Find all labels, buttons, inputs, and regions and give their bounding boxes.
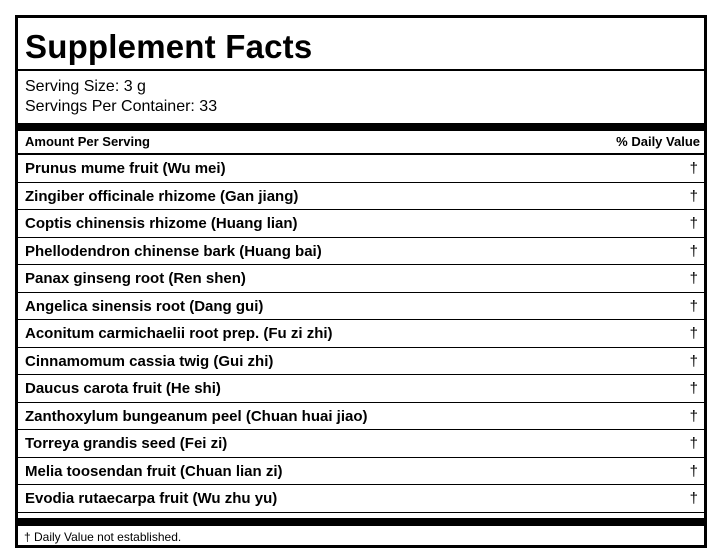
title-divider <box>18 69 704 71</box>
ingredient-row <box>18 348 704 376</box>
ingredient-list <box>18 155 704 513</box>
ingredient-name: Evodia rutaecarpa fruit (Wu zhu yu) <box>25 490 278 507</box>
ingredient-name: Zanthoxylum bungeanum peel (Chuan huai jiao) <box>25 407 368 425</box>
ingredient-name: Aconitum carmichaelii root prep. (Fu zi zhi) <box>25 325 333 342</box>
footnote: † Daily Value not established. <box>24 530 182 544</box>
ingredient-row <box>18 458 704 486</box>
bottom-thick-divider <box>18 518 704 526</box>
ingredient-row <box>18 155 704 183</box>
amount-per-serving-header: Amount Per Serving <box>25 134 150 149</box>
ingredient-name: Coptis chinensis rhizome (Huang lian) <box>25 215 298 232</box>
ingredient-row <box>18 238 704 266</box>
ingredient-name: Cinnamomum cassia twig (Gui zhi) <box>25 352 274 370</box>
daily-value-dagger: † <box>689 242 698 260</box>
daily-value-dagger: † <box>689 435 698 452</box>
panel-title: Supplement Facts <box>25 28 313 65</box>
ingredient-row <box>18 375 704 403</box>
supplement-facts-panel <box>15 15 707 548</box>
thick-divider <box>18 123 704 131</box>
serving-size: Serving Size: 3 g <box>25 78 146 95</box>
ingredient-name: Melia toosendan fruit (Chuan lian zi) <box>25 462 283 480</box>
daily-value-dagger: † <box>689 187 698 205</box>
ingredient-row <box>18 403 704 431</box>
ingredient-row <box>18 210 704 238</box>
ingredient-row <box>18 183 704 211</box>
daily-value-dagger: † <box>689 490 698 507</box>
ingredient-name: Phellodendron chinense bark (Huang bai) <box>25 242 322 260</box>
daily-value-header: % Daily Value <box>616 134 700 149</box>
daily-value-dagger: † <box>689 215 698 232</box>
daily-value-dagger: † <box>689 352 698 370</box>
ingredient-row <box>18 430 704 458</box>
daily-value-dagger: † <box>689 270 698 287</box>
daily-value-dagger: † <box>689 407 698 425</box>
ingredient-name: Panax ginseng root (Ren shen) <box>25 270 246 287</box>
ingredient-row <box>18 320 704 348</box>
ingredient-row <box>18 293 704 321</box>
daily-value-dagger: † <box>689 297 698 315</box>
daily-value-dagger: † <box>689 325 698 342</box>
ingredient-name: Torreya grandis seed (Fei zi) <box>25 435 228 452</box>
daily-value-dagger: † <box>689 160 698 177</box>
ingredient-name: Daucus carota fruit (He shi) <box>25 380 221 397</box>
ingredient-name: Prunus mume fruit (Wu mei) <box>25 160 226 177</box>
servings-per-container: Servings Per Container: 33 <box>25 98 218 115</box>
daily-value-dagger: † <box>689 380 698 397</box>
ingredient-row <box>18 485 704 513</box>
ingredient-row <box>18 265 704 293</box>
daily-value-dagger: † <box>689 462 698 480</box>
ingredient-name: Angelica sinensis root (Dang gui) <box>25 297 264 315</box>
ingredient-name: Zingiber officinale rhizome (Gan jiang) <box>25 187 299 205</box>
